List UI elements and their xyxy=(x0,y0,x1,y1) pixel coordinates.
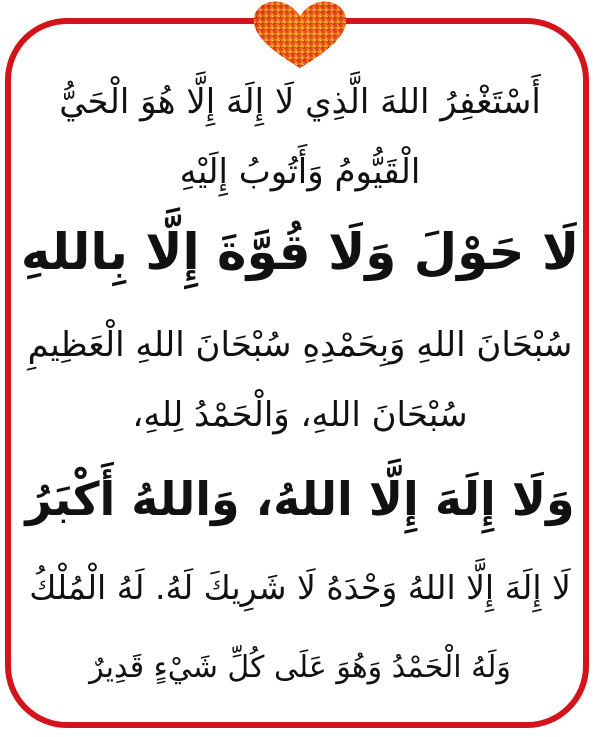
dhikr-line-4: سُبْحَانَ اللهِ وَبِحَمْدِهِ سُبْحَانَ اللهِ الْعَظِيمِ xyxy=(27,325,573,365)
dhikr-line-3: لَا حَوْلَ وَلَا قُوَّةَ إِلَّا بِاللهِ xyxy=(20,223,580,281)
dhikr-text-block xyxy=(20,0,580,737)
dhikr-line-1: أَسْتَغْفِرُ اللهَ الَّذِي لَا إِلَهَ إِلَّا هُوَ الْحَيُّ xyxy=(59,82,541,122)
dhikr-line-7: لَا إِلَهَ إِلَّا اللهُ وَحْدَهُ لَا شَرِيكَ لَهُ. لَهُ الْمُلْكُ xyxy=(29,568,571,607)
dhikr-line-8: وَلَهُ الْحَمْدُ وَهُوَ عَلَى كُلِّ شَيْءٍ قَدِيرٌ xyxy=(89,650,511,685)
dhikr-line-6: وَلَا إِلَهَ إِلَّا اللهُ، وَاللهُ أَكْبَرُ xyxy=(25,472,575,526)
dhikr-line-5: سُبْحَانَ اللهِ، وَالْحَمْدُ لِلهِ، xyxy=(132,395,468,435)
dhikr-line-2: الْقَيُّومُ وَأَتُوبُ إِلَيْهِ xyxy=(179,152,421,192)
